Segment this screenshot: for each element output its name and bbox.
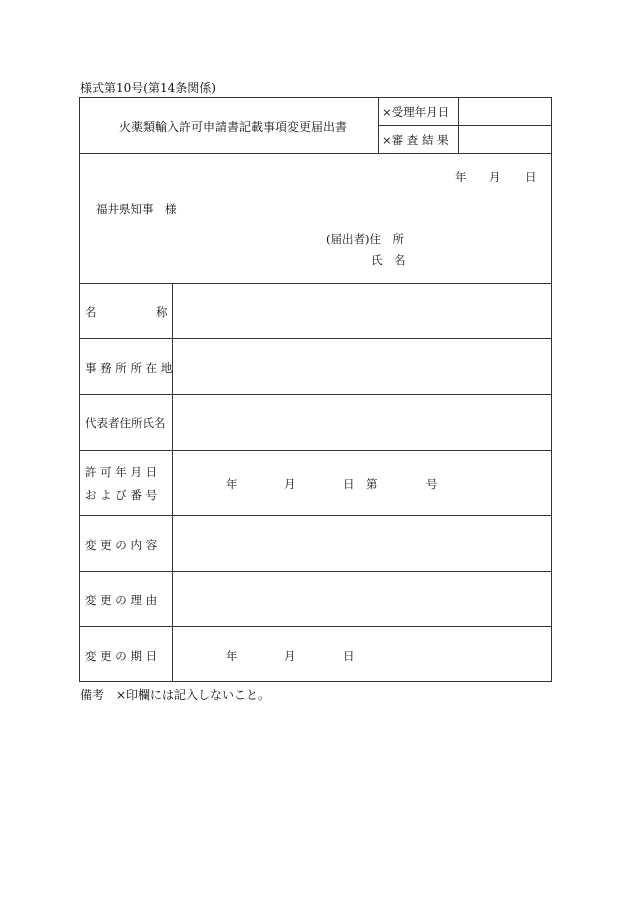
change-content-label: 変 更 の 内 容 xyxy=(85,538,158,552)
name-label-1: 名 xyxy=(85,305,97,319)
permit-year: 年 xyxy=(226,477,238,491)
row-line-6 xyxy=(79,626,552,627)
change-date-month: 月 xyxy=(284,649,296,663)
form-number-label: 様式第10号(第14条関係) xyxy=(80,81,216,95)
notifier-address-label: (届出者)住 所 xyxy=(326,232,404,246)
form-title: 火薬類輸入許可申請書記載事項変更届出書 xyxy=(119,120,348,134)
row-line-3 xyxy=(79,450,552,451)
row-line-2 xyxy=(79,394,552,395)
title-office-divider xyxy=(378,97,379,153)
date-year: 年 xyxy=(455,170,467,184)
name-label-2: 称 xyxy=(156,305,168,319)
row-line-1 xyxy=(79,338,552,339)
change-date-label: 変 更 の 期 日 xyxy=(85,649,158,663)
change-date-day: 日 xyxy=(343,649,355,663)
received-date-label: ×受理年月日 xyxy=(382,105,450,119)
permit-no-suffix: 号 xyxy=(426,477,438,491)
permit-day: 日 xyxy=(343,477,355,491)
office-value-divider xyxy=(458,97,459,153)
office-divider xyxy=(378,125,552,126)
addressee: 福井県知事 様 xyxy=(96,202,177,216)
representative-label: 代表者住所氏名 xyxy=(85,416,166,430)
change-date-year: 年 xyxy=(226,649,238,663)
permit-month: 月 xyxy=(284,477,296,491)
permit-label-line2: お よ び 番 号 xyxy=(85,488,158,502)
date-month: 月 xyxy=(489,170,501,184)
row-line-5 xyxy=(79,571,552,572)
change-reason-label: 変 更 の 理 由 xyxy=(85,593,158,607)
review-result-label: ×審 査 結 果 xyxy=(382,133,449,147)
notifier-name-label: 氏 名 xyxy=(371,253,406,267)
permit-no-prefix: 第 xyxy=(366,477,378,491)
notifier-bottom-line xyxy=(79,283,552,284)
permit-label-line1: 許 可 年 月 日 xyxy=(85,465,158,479)
office-location-label: 事 務 所 所 在 地 xyxy=(85,361,173,375)
label-column-divider xyxy=(172,283,173,682)
date-day: 日 xyxy=(525,170,537,184)
header-bottom-line xyxy=(79,153,552,154)
row-line-4 xyxy=(79,515,552,516)
remark-note: 備考 ×印欄には記入しないこと。 xyxy=(80,688,271,702)
